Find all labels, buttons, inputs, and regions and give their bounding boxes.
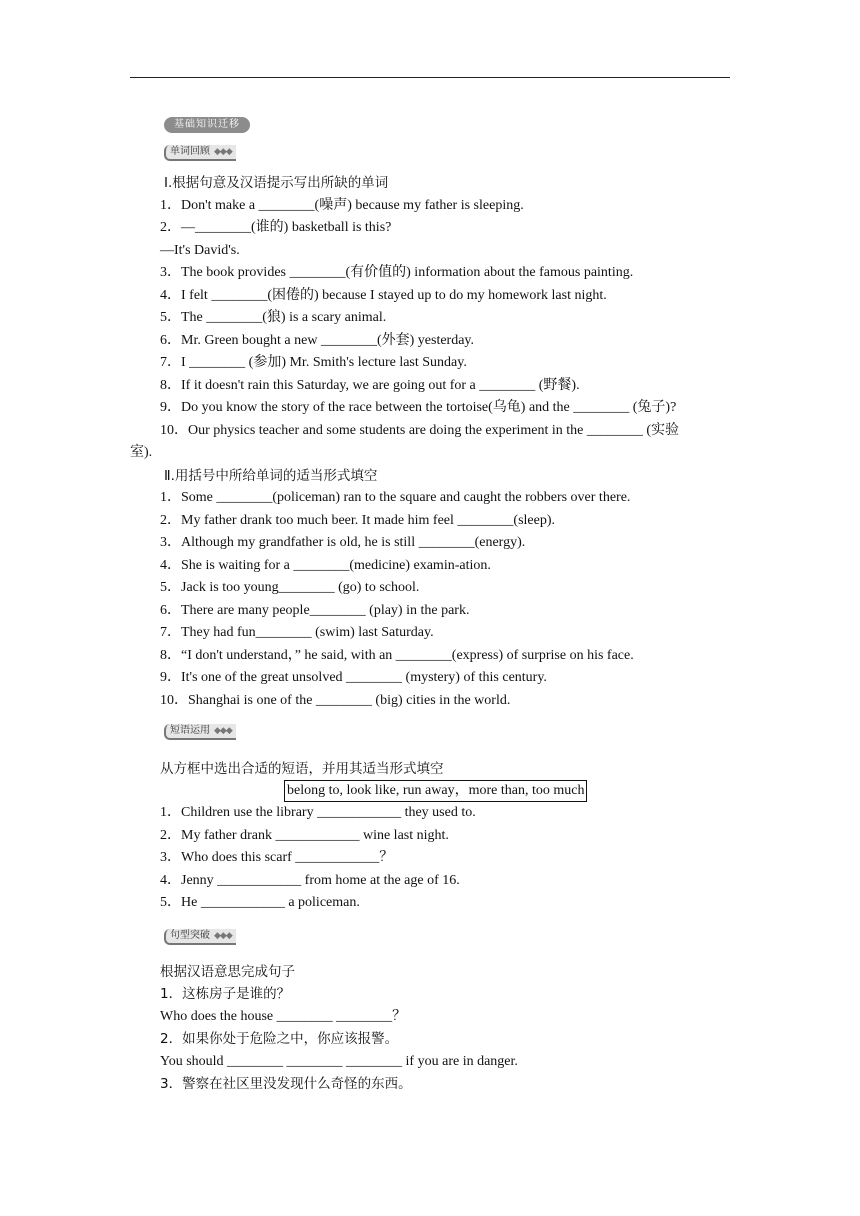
section-badge-sentence <box>164 929 236 945</box>
part1-item: —It's David's. <box>160 243 240 258</box>
part1-item: 9．Do you know the story of the race between the tortoise(乌龟) and the ________ (兔子)? <box>160 400 677 415</box>
part2-item: 7．They had fun________ (swim) last Saturday. <box>160 625 434 640</box>
part2-heading: Ⅱ.用括号中所给单词的适当形式填空 <box>164 468 378 484</box>
part2-item: 1．Some ________(policeman) ran to the square and caught the robbers over there. <box>160 490 631 505</box>
top-rule <box>130 77 730 78</box>
section-badge-sentence-label: 句型突破 <box>170 930 210 941</box>
part4-item: 3．警察在社区里没发现什么奇怪的东西。 <box>160 1076 412 1092</box>
part2-item: 4．She is waiting for a ________(medicine) examin-ation. <box>160 558 491 573</box>
part1-item: 室). <box>130 445 153 460</box>
section-badge-phrase-label: 短语运用 <box>170 725 210 736</box>
part1-item: 7．I ________ (参加) Mr. Smith's lecture last Sunday. <box>160 355 467 370</box>
part2-item: 9．It's one of the great unsolved ________ (mystery) of this century. <box>160 670 547 685</box>
part1-item: 8．If it doesn't rain this Saturday, we are going out for a ________ (野餐). <box>160 378 580 393</box>
part2-item: 6．There are many people________ (play) in the park. <box>160 603 470 618</box>
section-badge-basic: 基础知识迁移 <box>164 117 250 133</box>
part2-item: 10．Shanghai is one of the ________ (big) cities in the world. <box>160 693 511 708</box>
part2-item: 5．Jack is too young________ (go) to school. <box>160 580 420 595</box>
part3-item: 1．Children use the library ____________ they used to. <box>160 805 476 820</box>
part4-item: Who does the house ________ ________？ <box>160 1009 407 1024</box>
phrase-box: belong to, look like, run away，more than, too much <box>284 780 587 802</box>
part1-heading: Ⅰ.根据句意及汉语提示写出所缺的单词 <box>164 175 389 191</box>
dots-decoration: ◆◆◆ <box>214 931 232 941</box>
part3-heading: 从方框中选出合适的短语，并用其适当形式填空 <box>160 761 444 777</box>
section-badge-vocab <box>164 145 236 161</box>
part2-item: 8．“I don't understand，” he said, with an ________(express) of surprise on his face. <box>160 648 634 663</box>
part2-item: 2．My father drank too much beer. It made him feel ________(sleep). <box>160 513 555 528</box>
part2-item: 3．Although my grandfather is old, he is still ________(energy). <box>160 535 526 550</box>
part4-item: 2．如果你处于危险之中，你应该报警。 <box>160 1031 399 1047</box>
part1-item: 2．—________(谁的) basketball is this? <box>160 220 392 235</box>
part3-item: 4．Jenny ____________ from home at the age of 16. <box>160 873 460 888</box>
dots-decoration: ◆◆◆ <box>214 147 232 157</box>
part4-item: You should ________ ________ ________ if you are in danger. <box>160 1054 518 1069</box>
part1-item: 1．Don't make a ________(噪声) because my father is sleeping. <box>160 198 524 213</box>
dots-decoration: ◆◆◆ <box>214 726 232 736</box>
part3-item: 2．My father drank ____________ wine last night. <box>160 828 449 843</box>
part4-heading: 根据汉语意思完成句子 <box>160 964 295 980</box>
part3-item: 3．Who does this scarf ____________？ <box>160 850 394 865</box>
section-badge-phrase <box>164 724 236 740</box>
part1-item: 6．Mr. Green bought a new ________(外套) yesterday. <box>160 333 475 348</box>
part1-item: 5．The ________(狼) is a scary animal. <box>160 310 387 325</box>
part1-item: 10．Our physics teacher and some students are doing the experiment in the ________ (实验 <box>160 423 680 438</box>
part4-item: 1．这栋房子是谁的？ <box>160 986 291 1002</box>
part3-item: 5．He ____________ a policeman. <box>160 895 360 910</box>
part1-item: 3．The book provides ________(有价值的) information about the famous painting. <box>160 265 634 280</box>
part1-item: 4．I felt ________(困倦的) because I stayed up to do my homework last night. <box>160 288 607 303</box>
section-badge-vocab-label: 单词回顾 <box>170 146 210 157</box>
